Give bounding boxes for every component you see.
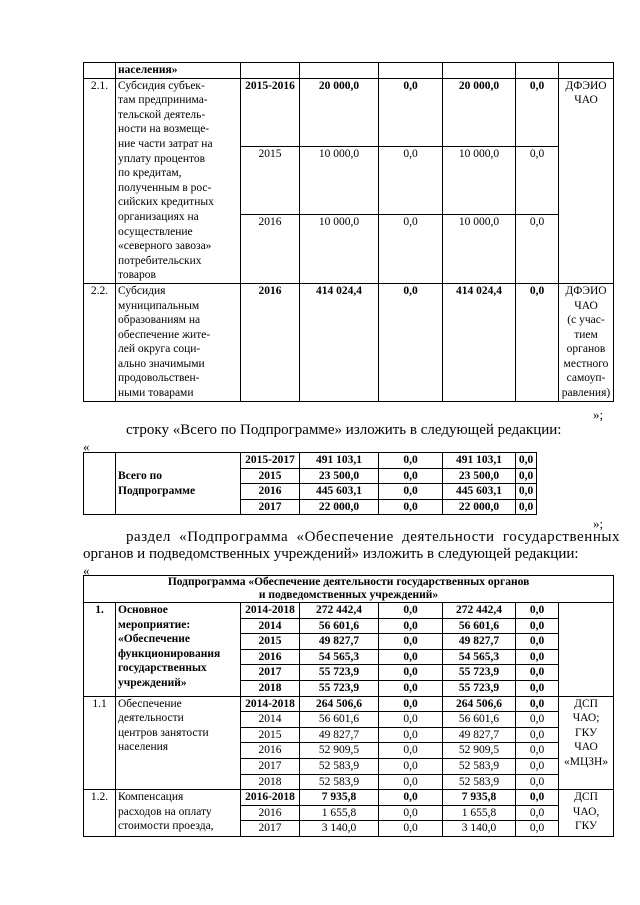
item-number: 2.2. — [84, 283, 116, 401]
value-regional: 3 140,0 — [443, 821, 516, 837]
value-other: 0,0 — [516, 758, 559, 774]
text-line: самоуп- — [566, 372, 606, 385]
value-federal: 0,0 — [379, 665, 443, 681]
item-number: 1.2. — [84, 790, 116, 837]
value-regional: 20 000,0 — [443, 78, 516, 146]
year-cell: 2016 — [241, 743, 300, 759]
text-line: ЧАО; — [572, 712, 600, 725]
table-cell — [559, 63, 614, 79]
value-total: 56 601,6 — [300, 618, 379, 634]
value-regional: 56 601,6 — [443, 618, 516, 634]
value-federal: 0,0 — [379, 712, 443, 728]
value-other: 0,0 — [516, 665, 559, 681]
text-line: образованиям на — [118, 314, 201, 327]
year-cell: 2016 — [241, 283, 300, 401]
text-line: мероприятие: — [118, 618, 191, 631]
value-other: 0,0 — [516, 805, 559, 821]
value-total: 1 655,8 — [300, 805, 379, 821]
paragraph-razdel-1: раздел «Подпрограмма «Обеспечение деятельности государственных — [126, 529, 621, 545]
table-row — [84, 63, 614, 79]
text-line: Компенсация — [118, 791, 184, 804]
value-total: 264 506,6 — [300, 696, 379, 712]
text-line: «МЦЗН» — [564, 755, 609, 768]
text-line: ДСП — [574, 791, 598, 804]
table-row — [84, 603, 614, 619]
year-cell: 2015-2017 — [241, 453, 300, 469]
value-regional: 10 000,0 — [443, 215, 516, 283]
year-cell: 2016 — [241, 805, 300, 821]
value-regional: 10 000,0 — [443, 147, 516, 215]
value-federal: 0,0 — [379, 499, 443, 515]
text-line: полученным в рос- — [118, 181, 212, 194]
executor — [559, 790, 614, 837]
table-cell — [84, 453, 116, 515]
text-line: ально значимыми — [118, 357, 205, 370]
value-other: 0,0 — [516, 727, 559, 743]
text-line: ДФЭИО — [565, 284, 607, 297]
continued-label: населения» — [116, 63, 241, 79]
year-cell: 2015 — [241, 468, 300, 484]
text-line: лей округа соци- — [118, 343, 201, 356]
year-cell: 2017 — [241, 665, 300, 681]
table-cell — [241, 63, 300, 79]
year-cell: 2015 — [241, 634, 300, 650]
value-regional: 23 500,0 — [443, 468, 516, 484]
text-line: местного — [563, 357, 609, 370]
value-other: 0,0 — [516, 618, 559, 634]
text-line: стоимости проезда, — [118, 820, 214, 833]
item-number: 1. — [84, 603, 116, 697]
year-cell: 2016-2018 — [241, 790, 300, 806]
value-total: 7 935,8 — [300, 790, 379, 806]
year-cell: 2015-2016 — [241, 78, 300, 146]
year-cell: 2014-2018 — [241, 603, 300, 619]
total-label — [116, 453, 241, 515]
item-number: 1.1 — [84, 696, 116, 790]
value-federal: 0,0 — [379, 484, 443, 500]
value-regional: 1 655,8 — [443, 805, 516, 821]
text-line: ности на возмеще- — [118, 123, 210, 136]
text-line: «северного завоза» — [118, 240, 212, 253]
subprogram-title — [84, 576, 614, 603]
value-total: 54 565,3 — [300, 649, 379, 665]
value-other: 0,0 — [516, 215, 559, 283]
year-cell: 2018 — [241, 680, 300, 696]
text-line: центров занятости — [118, 726, 209, 739]
value-other: 0,0 — [516, 468, 537, 484]
text-line: Подпрограмме — [118, 484, 196, 497]
value-regional: 52 583,9 — [443, 774, 516, 790]
text-line: Основное — [118, 604, 168, 616]
value-federal: 0,0 — [379, 790, 443, 806]
value-other: 0,0 — [516, 634, 559, 650]
executor — [559, 283, 614, 401]
value-total: 49 827,7 — [300, 727, 379, 743]
text-line: функционирования — [118, 647, 221, 660]
value-regional: 55 723,9 — [443, 680, 516, 696]
year-cell: 2014 — [241, 712, 300, 728]
year-cell: 2014-2018 — [241, 696, 300, 712]
text-line: ДФЭИО — [565, 79, 607, 92]
table-subprogram — [83, 575, 614, 837]
value-total: 445 603,1 — [300, 484, 379, 500]
value-federal: 0,0 — [379, 78, 443, 146]
value-federal: 0,0 — [379, 727, 443, 743]
value-other: 0,0 — [516, 147, 559, 215]
table-row — [84, 283, 614, 401]
value-total: 55 723,9 — [300, 680, 379, 696]
text-line: учреждений» — [118, 676, 187, 689]
table-cell — [379, 63, 443, 79]
value-federal: 0,0 — [379, 758, 443, 774]
value-regional: 49 827,7 — [443, 634, 516, 650]
text-line: по кредитам, — [118, 167, 182, 180]
item-number: 2.1. — [84, 78, 116, 283]
text-line: тием — [574, 328, 598, 341]
value-other: 0,0 — [516, 499, 537, 515]
table-cell — [84, 63, 116, 79]
year-cell: 2015 — [241, 727, 300, 743]
value-federal: 0,0 — [379, 696, 443, 712]
text-line: органов — [566, 343, 606, 356]
value-federal: 0,0 — [379, 743, 443, 759]
paragraph-vsego: строку «Всего по Подпрограмме» изложить в следующей редакции: — [126, 422, 562, 438]
text-line: ГКУ — [574, 820, 598, 833]
table-subsidies — [83, 62, 614, 402]
value-total: 414 024,4 — [300, 283, 379, 401]
value-regional: 49 827,7 — [443, 727, 516, 743]
item-description — [116, 696, 241, 790]
value-total: 56 601,6 — [300, 712, 379, 728]
value-other: 0,0 — [516, 821, 559, 837]
value-federal: 0,0 — [379, 680, 443, 696]
table-row — [84, 790, 614, 806]
text-line: ЧАО — [574, 299, 598, 312]
executor — [559, 78, 614, 283]
executor — [559, 603, 614, 697]
text-line: сийских кредитных — [118, 196, 214, 209]
text-line: ЧАО — [574, 741, 598, 754]
value-regional: 52 583,9 — [443, 758, 516, 774]
year-cell: 2014 — [241, 618, 300, 634]
value-federal: 0,0 — [379, 805, 443, 821]
subprogram-title-line-2: и подведомственных учреждений» — [258, 589, 439, 601]
table-row — [84, 696, 614, 712]
text-line: государственных — [118, 662, 207, 675]
value-federal: 0,0 — [379, 215, 443, 283]
value-regional: 55 723,9 — [443, 665, 516, 681]
value-total: 55 723,9 — [300, 665, 379, 681]
value-total: 491 103,1 — [300, 453, 379, 469]
value-total: 20 000,0 — [300, 78, 379, 146]
open-quote-1: « — [83, 439, 90, 454]
value-total: 10 000,0 — [300, 147, 379, 215]
value-other: 0,0 — [516, 696, 559, 712]
year-cell: 2016 — [241, 215, 300, 283]
close-quote-1: »; — [593, 407, 604, 422]
text-line: потребительских — [118, 254, 202, 267]
value-federal: 0,0 — [379, 603, 443, 619]
year-cell: 2017 — [241, 758, 300, 774]
table-cell — [443, 63, 516, 79]
text-line: ГКУ — [574, 726, 598, 739]
text-line: населения — [118, 741, 169, 754]
table-cell — [300, 63, 379, 79]
year-cell: 2016 — [241, 649, 300, 665]
value-regional: 7 935,8 — [443, 790, 516, 806]
value-federal: 0,0 — [379, 774, 443, 790]
text-line: осуществление — [118, 225, 193, 238]
table-row — [84, 453, 537, 469]
value-regional: 264 506,6 — [443, 696, 516, 712]
item-description — [116, 283, 241, 401]
value-other: 0,0 — [516, 283, 559, 401]
value-regional: 22 000,0 — [443, 499, 516, 515]
table-row — [84, 576, 614, 603]
text-line: Субсидия — [118, 284, 166, 297]
text-line: Субсидия субъек- — [118, 79, 205, 92]
item-description — [116, 790, 241, 837]
text-line: организациях на — [118, 210, 199, 223]
subprogram-title-line-1: Подпрограмма «Обеспечение деятельности государственных органов — [167, 576, 530, 588]
value-total: 52 583,9 — [300, 774, 379, 790]
year-cell: 2015 — [241, 147, 300, 215]
year-cell: 2017 — [241, 821, 300, 837]
value-federal: 0,0 — [379, 821, 443, 837]
year-cell: 2018 — [241, 774, 300, 790]
value-regional: 491 103,1 — [443, 453, 516, 469]
value-federal: 0,0 — [379, 453, 443, 469]
value-other: 0,0 — [516, 78, 559, 146]
value-regional: 272 442,4 — [443, 603, 516, 619]
value-federal: 0,0 — [379, 634, 443, 650]
value-other: 0,0 — [516, 743, 559, 759]
text-line: расходов на оплату — [118, 805, 212, 818]
open-quote-2: « — [83, 563, 90, 578]
value-federal: 0,0 — [379, 649, 443, 665]
value-other: 0,0 — [516, 712, 559, 728]
value-total: 49 827,7 — [300, 634, 379, 650]
text-line: продовольствен- — [118, 372, 200, 385]
text-line: уплату процентов — [118, 152, 206, 165]
value-other: 0,0 — [516, 790, 559, 806]
text-line: ЧАО, — [572, 805, 600, 818]
item-description — [116, 603, 241, 697]
text-line: деятельности — [118, 712, 184, 725]
value-federal: 0,0 — [379, 147, 443, 215]
year-cell: 2017 — [241, 499, 300, 515]
text-line: ние части затрат на — [118, 137, 213, 150]
text-line: «Обеспечение — [118, 633, 191, 646]
paragraph-razdel-2: органов и подведомственных учреждений» изложить в следующей редакции: — [83, 546, 579, 562]
value-federal: 0,0 — [379, 283, 443, 401]
text-line: Всего по — [118, 470, 162, 483]
year-cell: 2016 — [241, 484, 300, 500]
value-regional: 445 603,1 — [443, 484, 516, 500]
value-other: 0,0 — [516, 774, 559, 790]
value-federal: 0,0 — [379, 468, 443, 484]
value-total: 23 500,0 — [300, 468, 379, 484]
table-total — [83, 452, 537, 515]
value-other: 0,0 — [516, 680, 559, 696]
value-total: 3 140,0 — [300, 821, 379, 837]
value-regional: 56 601,6 — [443, 712, 516, 728]
executor — [559, 696, 614, 790]
text-line: (с учас- — [567, 314, 605, 327]
value-total: 22 000,0 — [300, 499, 379, 515]
value-other: 0,0 — [516, 603, 559, 619]
value-federal: 0,0 — [379, 618, 443, 634]
value-regional: 54 565,3 — [443, 649, 516, 665]
text-line: ЧАО — [574, 94, 598, 107]
table-row — [84, 78, 614, 146]
text-line: тельской деятель- — [118, 108, 206, 121]
value-total: 52 909,5 — [300, 743, 379, 759]
value-regional: 52 909,5 — [443, 743, 516, 759]
value-total: 10 000,0 — [300, 215, 379, 283]
text-line: муниципальным — [118, 299, 200, 312]
text-line: ными товарами — [118, 387, 194, 400]
text-line: Обеспечение — [118, 697, 182, 710]
value-other: 0,0 — [516, 484, 537, 500]
close-quote-2: »; — [593, 516, 604, 531]
text-line: товаров — [118, 269, 156, 282]
text-line: ДСП — [574, 697, 598, 710]
value-total: 272 442,4 — [300, 603, 379, 619]
value-other: 0,0 — [516, 649, 559, 665]
text-line: там предпринима- — [118, 94, 208, 107]
table-cell — [516, 63, 559, 79]
text-line: равления) — [561, 387, 611, 400]
value-total: 52 583,9 — [300, 758, 379, 774]
value-regional: 414 024,4 — [443, 283, 516, 401]
item-description — [116, 78, 241, 283]
text-line: обеспечение жите- — [118, 328, 211, 341]
value-other: 0,0 — [516, 453, 537, 469]
